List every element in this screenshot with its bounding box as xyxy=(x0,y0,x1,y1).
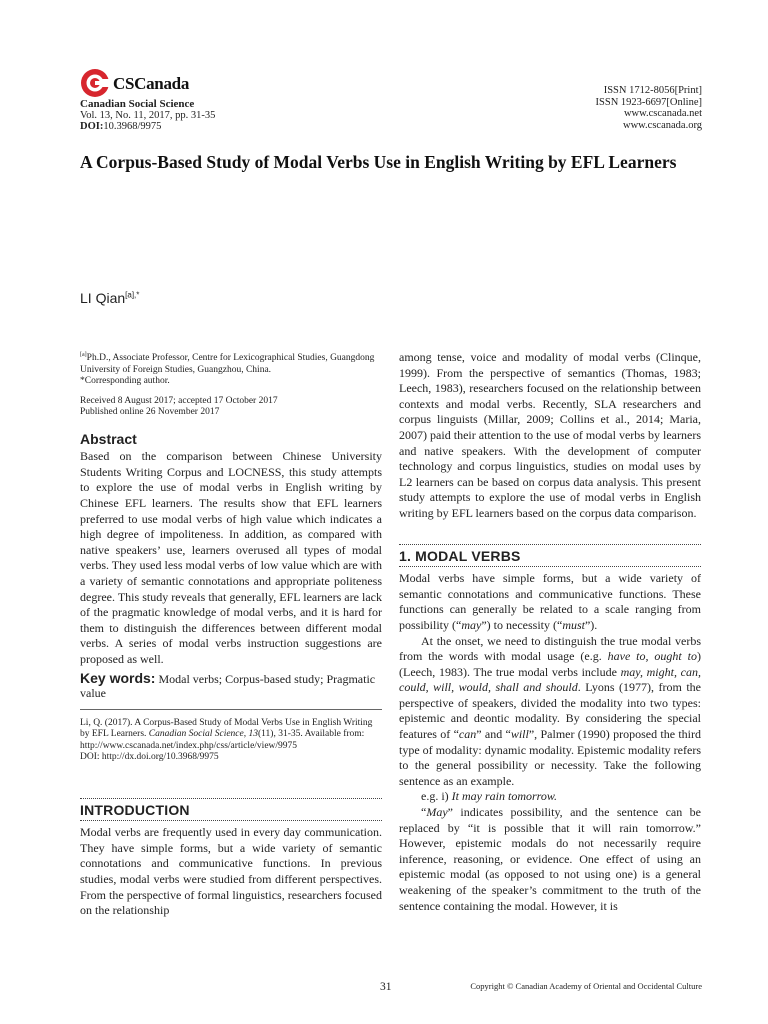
section1-paragraph2 xyxy=(399,634,701,790)
issn-online: ISSN 1923-6697[Online] xyxy=(595,96,702,108)
journal-name: Canadian Social Science xyxy=(80,98,195,110)
section1-paragraph1 xyxy=(399,571,701,633)
citation-part2[interactable]: (11), 31-35. Available from: http://www.cscanada.net/index.php/css/article/view/9975 xyxy=(80,729,365,751)
text-run: . Lyons (1977), from the perspective of speakers, divided the modality into two types: epistemic and deontic modality. By considering the special features of “ xyxy=(399,680,701,742)
italic-term: may xyxy=(461,617,482,632)
italic-term: must xyxy=(562,617,585,632)
cscanada-logo-icon xyxy=(80,68,110,98)
citation-journal: Canadian Social Science, 13 xyxy=(148,729,258,740)
italic-term: will xyxy=(510,727,529,742)
italic-term: can xyxy=(458,727,477,742)
intro-heading: INTRODUCTION xyxy=(80,801,190,818)
corresponding-author: *Corresponding author. xyxy=(80,376,170,387)
published-date: Published online 26 November 2017 xyxy=(80,407,220,418)
website-link-org[interactable]: www.cscanada.org xyxy=(622,119,702,131)
example-label: e.g. i) xyxy=(421,789,452,804)
text-run: ” and “ xyxy=(476,727,511,742)
doi-value: 10.3968/9975 xyxy=(103,121,162,132)
publisher-name: CSCanada xyxy=(113,74,190,93)
affiliation xyxy=(80,350,382,388)
example-text: It may rain tomorrow. xyxy=(451,789,557,804)
citation-part1: Li, Q. (2017). A Corpus-Based Study of Modal Verbs Use in English Writing by EFL Learners. xyxy=(80,717,373,740)
citation-block xyxy=(80,718,382,764)
doi-line xyxy=(80,121,340,132)
citation-doi[interactable]: DOI: http://dx.doi.org/10.3968/9975 xyxy=(80,752,219,763)
right-top-paragraph: among tense, voice and modality of modal verbs (Clinque, 1999). From the perspective of semantics (Thomas, 1983; Leech, 1983), researchers focused on the relationship between contexts and modal verbs. Recently, SLA researchers and corpus linguists (Millar, 2009; Collins et al., 2014; Maria, 2007) paid their attention to the use of modal verbs by learners and native speakers. With the development of computer technology and corpus linguistics, studies on modal uses by L2 learners can be based on corpus data analysis. This present study attempts to explore the use of modal verbs in English writing by EFL learners based on the corpus data comparison. xyxy=(399,350,701,520)
author-line xyxy=(80,290,139,306)
example-sentence xyxy=(399,789,701,805)
text-run: “ xyxy=(421,805,427,820)
italic-term: have to, ought to xyxy=(607,649,697,664)
received-date: Received 8 August 2017; accepted 17 October 2017 xyxy=(80,395,278,406)
right-column xyxy=(399,350,701,914)
citation-divider xyxy=(80,709,382,710)
article-dates xyxy=(80,396,382,419)
affiliation-mark: [a] xyxy=(80,352,87,358)
section1-heading: 1. MODAL VERBS xyxy=(399,547,521,564)
author-mark: [a],* xyxy=(125,290,140,300)
text-run: ) (Leech, 1983). The true modal verbs include xyxy=(399,649,701,679)
text-run: ”). xyxy=(584,617,598,632)
doi-label: DOI: xyxy=(80,121,104,132)
affiliation-text: Ph.D., Associate Professor, Centre for Lexicographical Studies, Guangdong University of Foreign Studies, Guangzhou, China. xyxy=(80,353,375,375)
journal-info xyxy=(80,99,340,132)
website-link-net[interactable]: www.cscanada.net xyxy=(623,108,702,119)
section1-paragraph3 xyxy=(399,805,701,914)
italic-term: May xyxy=(426,805,448,820)
abstract-heading: Abstract xyxy=(80,430,137,447)
publisher-logo xyxy=(80,68,240,102)
text-run: ”, Palmer (1990) proposed the third type of modality: dynamic modality. Epistemic modality refers to the general possibility or necessity. Take the following sentence as an example. xyxy=(399,727,702,788)
keywords-values: Modal verbs; Corpus-based study; Pragmatic value xyxy=(80,671,376,700)
text-run: At the onset, we need to distinguish the true modal verbs from the words with modal usage (e.g. xyxy=(399,633,701,664)
italic-term: may, might, can, could, will, would, shall and should xyxy=(399,664,701,695)
left-column xyxy=(80,350,382,919)
keywords-label: Key words: xyxy=(80,669,156,686)
text-run: ” indicates possibility, and the sentence can be replaced by “it is possible that it will rain tomorrow.” However, epistemic modals do not necessarily require inference, reasoning, or evidence. One effect of using an epistemic modal (as opposed to not using one) is a general weakening of the speaker’s commitment to the truth of the sentence containing the modal. However, it is xyxy=(399,805,701,913)
keywords xyxy=(80,671,382,700)
copyright-notice: Copyright © Canadian Academy of Oriental and Occidental Culture xyxy=(470,981,702,991)
text-run: Modal verbs have simple forms, but a wide variety of semantic connotations and communicative functions. These functions can generally be related to a scale ranging from possibility (“ xyxy=(399,571,701,632)
volume-info: Vol. 13, No. 11, 2017, pp. 31-35 xyxy=(80,110,216,121)
section-divider xyxy=(399,566,701,567)
issn-print: ISSN 1712-8056[Print] xyxy=(603,85,702,96)
section-divider xyxy=(80,798,382,799)
page-number: 31 xyxy=(380,981,392,993)
intro-text: Modal verbs are frequently used in every day communication. They have simple forms, but a wide variety of semantic connotations and communicative functions. In previous studies, modal verbs were studied from different perspectives. From the perspective of formal linguistics, researchers focused on the relationship xyxy=(80,825,382,918)
author-name: LI Qian xyxy=(80,290,126,306)
issn-info xyxy=(442,85,702,131)
section-divider xyxy=(80,820,382,821)
paper-title: A Corpus-Based Study of Modal Verbs Use in English Writing by EFL Learners xyxy=(80,152,677,172)
section-divider xyxy=(399,544,701,545)
text-run: ”) to necessity (“ xyxy=(481,617,563,632)
abstract-text: Based on the comparison between Chinese University Students Writing Corpus and LOCNESS, this study attempts to explore the use of modal verbs in English writing by Chinese EFL learners. The results show that EFL learners preferred to use modal verbs of high value which indicates a high degree of impoliteness. In addition, as compared with native speakers’ use, learners overused all types of modal verbs. They used less modal verbs of low value which are with a variety of semantic connotations and appropriate politeness degree. This study reveals that generally, EFL learners are lack of the pragmatic knowledge of modal verbs, and it is hard for them to distinguish the differences between different modal verbs. A series of modal verbs instruction suggestions are proposed as well. xyxy=(80,449,382,666)
